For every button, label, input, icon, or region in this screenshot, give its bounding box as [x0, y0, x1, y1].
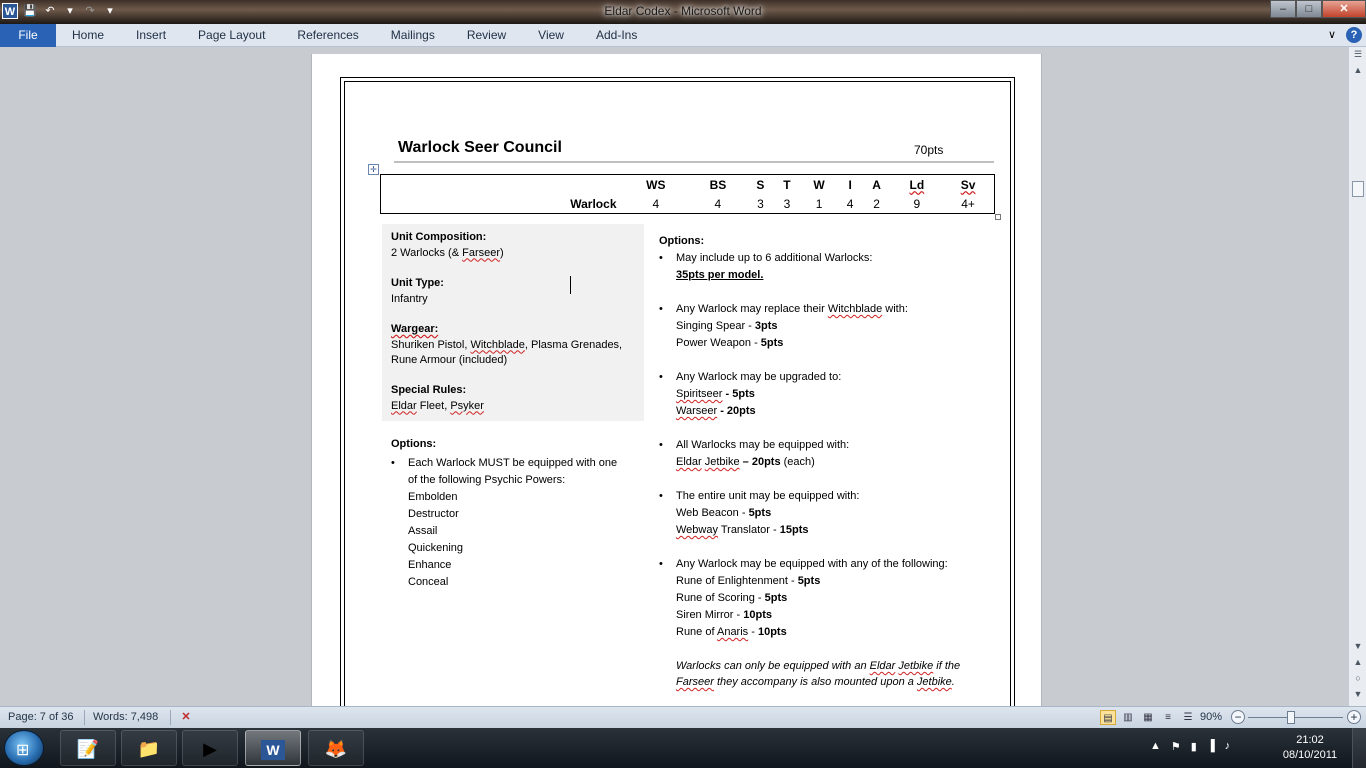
stats-table: [380, 174, 995, 214]
stat-header: BS: [709, 177, 727, 192]
unit-title: Warlock Seer Council: [398, 139, 562, 156]
stat-value: 3: [757, 196, 764, 211]
undo-dropdown-icon[interactable]: ▾: [67, 5, 73, 17]
option-item-text: Spiritseer: [676, 388, 723, 400]
power-item: Quickening: [408, 542, 464, 554]
view-buttons: [1100, 710, 1196, 725]
outline-icon[interactable]: ≡: [1165, 712, 1171, 723]
option-item-cost: - 20pts: [717, 405, 756, 417]
option-item-cost: 5pts: [760, 337, 784, 349]
list-item: [659, 556, 989, 641]
right-options: [659, 233, 989, 690]
show-desktop-button[interactable]: [1352, 728, 1366, 768]
option-item-cost: 5pts: [764, 592, 788, 604]
stat-value: 2: [873, 196, 880, 211]
wargear-text: Shuriken Pistol,: [391, 338, 471, 351]
note-line: [676, 658, 989, 674]
power-item: Enhance: [408, 559, 452, 571]
spacer: [659, 352, 989, 369]
help-icon[interactable]: ?: [1346, 27, 1362, 43]
system-tray: [1150, 740, 1230, 753]
power-icon[interactable]: ▮: [1190, 741, 1197, 753]
option-item-cost: 10pts: [757, 626, 787, 638]
table-move-handle-icon[interactable]: ✛: [368, 164, 379, 175]
stat-header: W: [813, 177, 825, 192]
stat-value: 4: [714, 196, 722, 211]
type-block: [391, 276, 444, 307]
option-item-text: Singing Spear -: [676, 320, 755, 332]
power-item: Embolden: [408, 491, 458, 503]
tab-add-ins[interactable]: Add-Ins: [595, 28, 638, 42]
status-divider: [170, 710, 171, 725]
zoom-out-icon[interactable]: −: [1231, 710, 1245, 724]
file-tab[interactable]: File: [0, 24, 56, 47]
composition-block: [391, 230, 504, 261]
start-button[interactable]: [4, 730, 44, 766]
tab-mailings[interactable]: Mailings: [390, 28, 435, 42]
list-item: [659, 488, 989, 539]
option-item-text: Warseer: [676, 405, 718, 417]
word-app-icon[interactable]: W: [2, 3, 18, 19]
stat-header: Ld: [909, 177, 925, 192]
composition-heading: Unit Composition:: [391, 231, 487, 243]
option-item-text: Rune of Scoring -: [676, 592, 765, 604]
clock[interactable]: [1280, 733, 1340, 763]
status-bar: [0, 706, 1366, 728]
option-item-text: Webway: [676, 524, 718, 536]
wargear-line2: Rune Armour (included): [391, 354, 508, 366]
vertical-scrollbar[interactable]: [1348, 47, 1366, 706]
option-item: [676, 386, 989, 403]
spacer: [659, 420, 989, 437]
left-options: [391, 436, 617, 591]
option-item: [676, 403, 989, 420]
option-line: • The entire unit may be equipped with:: [676, 490, 860, 502]
next-page-icon[interactable]: ▼: [1353, 689, 1363, 699]
zoom-level[interactable]: 90%: [1200, 711, 1223, 723]
volume-icon[interactable]: ♪: [1224, 740, 1231, 752]
note-text: Jetbike: [898, 660, 934, 672]
stat-value: 1: [815, 196, 823, 211]
full-screen-reading-icon[interactable]: ▥: [1123, 712, 1133, 723]
wargear-witchblade: Witchblade: [470, 338, 525, 351]
right-options-heading: Options:: [659, 235, 705, 247]
option-item-cost: - 5pts: [722, 388, 755, 400]
document-workspace: [0, 47, 1348, 706]
option-item: [676, 522, 989, 539]
option-line: • All Warlocks may be equipped with:: [676, 439, 850, 451]
ruler-toggle-icon[interactable]: ☰: [1353, 49, 1363, 59]
left-options-heading: Options:: [391, 438, 437, 450]
option-item: [676, 318, 989, 335]
save-icon[interactable]: 💾: [23, 5, 37, 17]
draft-icon[interactable]: ☰: [1183, 712, 1193, 723]
option-item-cost: – 20pts: [739, 456, 781, 468]
list-item: [659, 437, 989, 471]
list-item: [659, 250, 989, 284]
spacer: [659, 471, 989, 488]
taskbar-notes-icon[interactable]: 📝: [60, 730, 116, 766]
type-value: Infantry: [391, 292, 428, 305]
taskbar-explorer-icon[interactable]: 📁: [121, 730, 177, 766]
unit-cost: 70pts: [914, 143, 944, 157]
title-bar: [0, 0, 1366, 24]
option-line: • Any Warlock may be upgraded to:: [676, 371, 842, 383]
special-eldar: Eldar: [391, 399, 417, 412]
stat-header: A: [872, 177, 881, 192]
note-text: Farseer: [676, 676, 714, 688]
stat-value: 4: [846, 196, 854, 211]
composition-value: [391, 246, 504, 262]
taskbar-firefox-icon[interactable]: 🦊: [308, 730, 364, 766]
window-title: Eldar Codex - Microsoft Word: [604, 4, 762, 18]
stat-header: Sv: [960, 177, 976, 192]
note-line: [676, 674, 989, 690]
window-controls: [1270, 0, 1366, 18]
option-item: [676, 624, 989, 641]
note-text: Eldar: [869, 660, 896, 672]
note-text: they accompany is also mounted upon a: [713, 676, 917, 688]
option-item-text: Jetbike: [704, 456, 740, 468]
stat-value: 9: [913, 196, 921, 211]
undo-icon[interactable]: ↶: [45, 5, 55, 17]
note-text: Warlocks can only be equipped with an: [676, 660, 870, 672]
proofing-error-icon[interactable]: ✕: [181, 711, 191, 723]
page-number[interactable]: Page: 7 of 36: [8, 711, 74, 723]
option-item-text: Rune of: [676, 626, 717, 638]
option-item-cost: 3pts: [754, 320, 778, 332]
wargear-line1: [391, 338, 622, 354]
document-page[interactable]: [311, 54, 1042, 706]
clock-time: 21:02: [1296, 734, 1324, 746]
note-text: if the: [933, 660, 961, 672]
option-line: • Any Warlock may be equipped with any of the following:: [676, 558, 948, 570]
option-item: [676, 607, 989, 624]
tray-expand-icon[interactable]: ▲: [1150, 740, 1161, 752]
list-item: [659, 369, 989, 420]
option-item-text: Translator -: [717, 524, 780, 536]
power-item: Assail: [408, 525, 438, 537]
wargear-heading: Wargear:: [391, 323, 439, 335]
stat-header: I: [848, 177, 852, 192]
tab-insert[interactable]: Insert: [136, 28, 167, 42]
clock-date: 08/10/2011: [1282, 749, 1338, 761]
option-witchblade: Witchblade: [827, 303, 883, 315]
option-item-text: Rune of Enlightenment -: [676, 575, 798, 587]
tab-review[interactable]: Review: [466, 28, 507, 42]
stats-corner: [381, 175, 623, 195]
stats-row: [381, 194, 995, 214]
option-item-cost: 5pts: [748, 507, 772, 519]
spacer: [659, 641, 989, 658]
browse-object-icon[interactable]: ○: [1355, 673, 1361, 683]
windows-logo-icon: ⊞: [16, 742, 30, 759]
text-cursor: [570, 276, 571, 294]
word-count[interactable]: Words: 7,498: [93, 711, 159, 723]
power-item: Destructor: [408, 508, 459, 520]
option-line: • May include up to 6 additional Warlocks:: [676, 252, 873, 264]
option-item: [676, 573, 989, 590]
network-icon[interactable]: ▐: [1206, 740, 1215, 752]
list-item: [659, 301, 989, 352]
spacer: [659, 284, 989, 301]
spacer: [659, 539, 989, 556]
option-item-cost: 15pts: [779, 524, 809, 536]
option-item: [676, 505, 989, 522]
stat-header: T: [783, 177, 791, 192]
option-item: [676, 335, 989, 352]
tab-page-layout[interactable]: Page Layout: [198, 28, 266, 42]
stat-value: 4+: [961, 196, 975, 211]
option-item-text: (each): [780, 456, 815, 468]
stats-row-name: Warlock: [570, 196, 617, 211]
option-item-text: Siren Mirror -: [676, 609, 744, 621]
option-item-text: Web Beacon -: [676, 507, 749, 519]
unit-info-box: [382, 224, 644, 421]
list-item: [391, 455, 617, 591]
table-resize-handle[interactable]: [995, 214, 1001, 220]
previous-page-icon[interactable]: ▲: [1353, 657, 1363, 667]
wargear-text-end: , Plasma Grenades,: [524, 338, 623, 351]
list-item-text: • Each Warlock MUST be equipped with one: [408, 457, 618, 469]
stat-header: WS: [646, 177, 666, 192]
taskbar: [0, 728, 1366, 768]
zoom-slider-thumb[interactable]: [1287, 711, 1295, 724]
redo-icon[interactable]: ↷: [85, 5, 95, 17]
option-item-text: Eldar: [676, 456, 702, 468]
tab-view[interactable]: View: [538, 28, 564, 42]
scroll-up-icon[interactable]: ▲: [1353, 65, 1363, 75]
close-button[interactable]: ✕: [1322, 0, 1366, 18]
jetbike-note: [659, 658, 989, 690]
option-line: [676, 301, 989, 318]
option-text: with:: [882, 303, 908, 315]
composition-farseer: Farseer: [462, 246, 501, 259]
composition-text: 2 Warlocks (&: [391, 246, 463, 259]
zoom-slider-track[interactable]: [1248, 717, 1343, 718]
tab-references[interactable]: References: [297, 28, 359, 42]
power-item: Conceal: [408, 576, 449, 588]
option-item-cost: 5pts: [797, 575, 821, 587]
option-item-text: Anaris: [716, 626, 749, 638]
option-item-cost: 10pts: [743, 609, 772, 621]
scroll-down-icon[interactable]: ▼: [1353, 641, 1363, 651]
expand-ribbon-icon[interactable]: ∨: [1327, 29, 1337, 41]
wargear-block: [391, 322, 622, 369]
special-block: [391, 383, 484, 414]
special-heading: Special Rules:: [391, 384, 467, 396]
option-item-text: -: [748, 626, 758, 638]
option-item: [676, 590, 989, 607]
maximize-button[interactable]: □: [1296, 0, 1322, 18]
customize-qat-icon[interactable]: ▾: [107, 5, 113, 17]
special-text: Fleet,: [416, 399, 451, 412]
note-text: .: [951, 676, 955, 688]
special-psyker: Psyker: [450, 399, 484, 412]
option-cost: 35pts per model.: [676, 269, 764, 281]
stats-header-row: [381, 175, 995, 195]
stat-value: 4: [652, 196, 660, 211]
stat-header: S: [756, 177, 765, 192]
minimize-button[interactable]: –: [1270, 0, 1296, 18]
scroll-thumb[interactable]: [1352, 181, 1364, 197]
composition-close: ): [500, 246, 504, 259]
zoom-in-icon[interactable]: +: [1347, 710, 1361, 724]
taskbar-word-icon[interactable]: W: [245, 730, 301, 766]
left-options-list: [391, 455, 617, 591]
stat-value: 3: [783, 196, 791, 211]
tab-home[interactable]: Home: [72, 28, 105, 42]
note-text: Jetbike: [916, 676, 952, 688]
option-text: Any Warlock may replace their: [676, 303, 828, 315]
special-value: [391, 399, 484, 415]
flag-icon[interactable]: ⚑: [1170, 741, 1181, 753]
web-layout-icon[interactable]: ▦: [1143, 712, 1153, 723]
type-heading: Unit Type:: [391, 277, 444, 289]
print-layout-icon[interactable]: ▤: [1100, 710, 1116, 725]
option-item: [676, 454, 989, 471]
taskbar-media-icon[interactable]: ▶: [182, 730, 238, 766]
ribbon-tabs: [0, 24, 1366, 47]
list-item-text: of the following Psychic Powers:: [408, 474, 566, 486]
title-divider: [394, 161, 994, 163]
status-divider: [84, 710, 85, 725]
option-item-text: Power Weapon -: [676, 337, 761, 349]
